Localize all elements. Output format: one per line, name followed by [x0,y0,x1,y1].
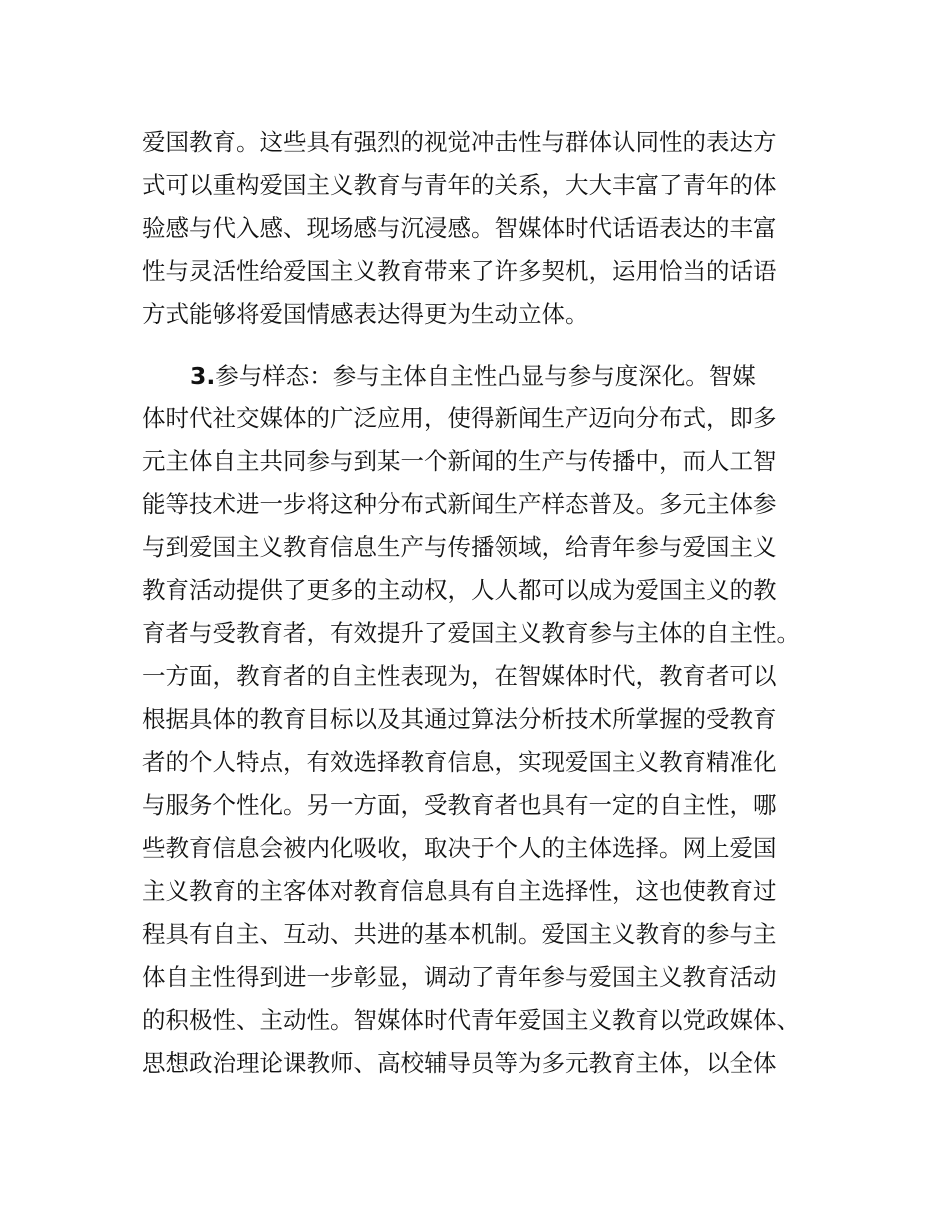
text-line: 体时代社交媒体的广泛应用，使得新闻生产迈向分布式，即多 [142,404,777,432]
text-line: 者的个人特点，有效选择教育信息，实现爱国主义教育精准化 [142,748,777,776]
section-heading-text: 参与样态：参与主体自主性凸显与参与度深化。智媒 [215,362,756,390]
text-line: 根据具体的教育目标以及其通过算法分析技术所掌握的受教育 [142,705,777,733]
text-line: 主义教育的主客体对教育信息具有自主选择性，这也使教育过 [142,877,777,905]
paragraph-first-line [190,356,756,396]
section-number: 3. [190,362,216,390]
text-line: 与服务个性化。另一方面，受教育者也具有一定的自主性，哪 [142,791,777,819]
text-line: 性与灵活性给爱国主义教育带来了许多契机，运用恰当的话语 [142,257,777,285]
text-line: 思想政治理论课教师、高校辅导员等为多元教育主体，以全体 [142,1049,777,1077]
text-line: 一方面，教育者的自主性表现为，在智媒体时代，教育者可以 [142,662,777,690]
text-line: 方式能够将爱国情感表达得更为生动立体。 [142,300,589,328]
text-line: 式可以重构爱国主义教育与青年的关系，大大丰富了青年的体 [142,171,777,199]
text-line: 体自主性得到进一步彰显，调动了青年参与爱国主义教育活动 [142,963,777,991]
text-line: 育者与受教育者，有效提升了爱国主义教育参与主体的自主性。 [142,619,800,647]
text-line: 与到爱国主义教育信息生产与传播领域，给青年参与爱国主义 [142,533,777,561]
text-line: 的积极性、主动性。智媒体时代青年爱国主义教育以党政媒体、 [142,1006,800,1034]
text-line: 元主体自主共同参与到某一个新闻的生产与传播中，而人工智 [142,447,777,475]
text-line: 些教育信息会被内化吸收，取决于个人的主体选择。网上爱国 [142,834,777,862]
text-line: 程具有自主、互动、共进的基本机制。爱国主义教育的参与主 [142,920,777,948]
text-line: 验感与代入感、现场感与沉浸感。智媒体时代话语表达的丰富 [142,214,777,242]
text-line: 教育活动提供了更多的主动权，人人都可以成为爱国主义的教 [142,576,777,604]
text-line: 能等技术进一步将这种分布式新闻生产样态普及。多元主体参 [142,490,777,518]
text-line: 爱国教育。这些具有强烈的视觉冲击性与群体认同性的表达方 [142,128,777,156]
